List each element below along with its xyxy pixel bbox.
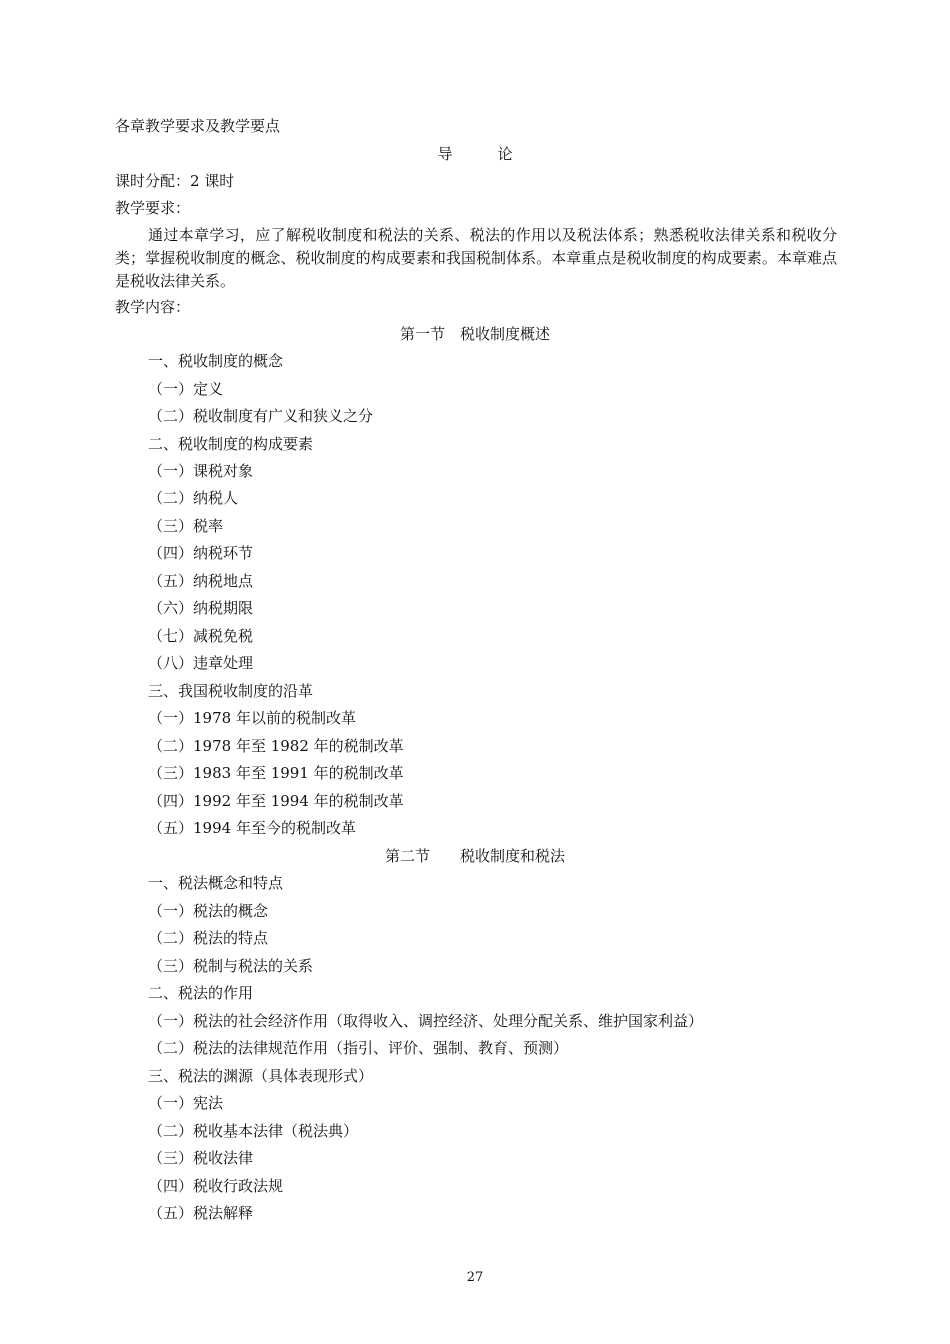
outline-item: （一）1978 年以前的税制改革 bbox=[148, 709, 356, 727]
outline-item: （七）减税免税 bbox=[148, 627, 254, 645]
outline-item: 三、我国税收制度的沿革 bbox=[148, 682, 314, 700]
outline-item: 三、税法的渊源（具体表现形式） bbox=[148, 1067, 374, 1085]
section1-title: 第一节 税收制度概述 bbox=[399, 325, 550, 343]
content-label: 教学内容： bbox=[115, 298, 191, 316]
outline-item: 一、税法概念和特点 bbox=[148, 874, 284, 892]
outline-item: （三）税收法律 bbox=[148, 1149, 254, 1167]
outline-item: （五）纳税地点 bbox=[148, 572, 254, 590]
outline-item: （八）违章处理 bbox=[148, 654, 254, 672]
chapter-title: 导 论 bbox=[437, 145, 513, 163]
outline-item: 一、税收制度的概念 bbox=[148, 352, 284, 370]
outline-item: 二、税收制度的构成要素 bbox=[148, 435, 314, 453]
outline-item: （五）税法解释 bbox=[148, 1204, 254, 1222]
outline-item: （一）定义 bbox=[148, 380, 224, 398]
page-number: 27 bbox=[466, 1270, 484, 1285]
outline-item: 二、税法的作用 bbox=[148, 984, 254, 1002]
outline-item: （四）1992 年至 1994 年的税制改革 bbox=[148, 792, 404, 810]
outline-item: （一）税法的概念 bbox=[148, 902, 269, 920]
outline-item: （二）税收基本法律（税法典） bbox=[148, 1122, 359, 1140]
outline-item: （四）税收行政法规 bbox=[148, 1177, 284, 1195]
outline-item: （三）1983 年至 1991 年的税制改革 bbox=[148, 764, 404, 782]
outline-item: （二）税法的特点 bbox=[148, 929, 269, 947]
hours-allocation: 课时分配：2 课时 bbox=[115, 172, 235, 190]
outline-item: （二）税法的法律规范作用（指引、评价、强制、教育、预测） bbox=[148, 1039, 569, 1057]
requirements-paragraph: 通过本章学习，应了解税收制度和税法的关系、税法的作用以及税法体系；熟悉税收法律关系和税收分类；掌握税收制度的概念、税收制度的构成要素和我国税制体系。本章重点是税收制度的构成要素。本章难点是税收法律关系。 bbox=[115, 226, 837, 290]
document-heading: 各章教学要求及教学要点 bbox=[115, 117, 281, 135]
outline-item: （一）宪法 bbox=[148, 1094, 224, 1112]
outline-item: （五）1994 年至今的税制改革 bbox=[148, 819, 356, 837]
section2-title: 第二节 税收制度和税法 bbox=[384, 847, 565, 865]
outline-item: （二）1978 年至 1982 年的税制改革 bbox=[148, 737, 404, 755]
outline-item: （四）纳税环节 bbox=[148, 544, 254, 562]
outline-item: （一）税法的社会经济作用（取得收入、调控经济、处理分配关系、维护国家利益） bbox=[148, 1012, 704, 1030]
outline-item: （一）课税对象 bbox=[148, 462, 254, 480]
outline-item: （六）纳税期限 bbox=[148, 599, 254, 617]
outline-item: （三）税率 bbox=[148, 517, 224, 535]
outline-item: （二）税收制度有广义和狭义之分 bbox=[148, 407, 374, 425]
outline-item: （二）纳税人 bbox=[148, 489, 239, 507]
requirements-label: 教学要求： bbox=[115, 199, 191, 217]
outline-item: （三）税制与税法的关系 bbox=[148, 957, 314, 975]
